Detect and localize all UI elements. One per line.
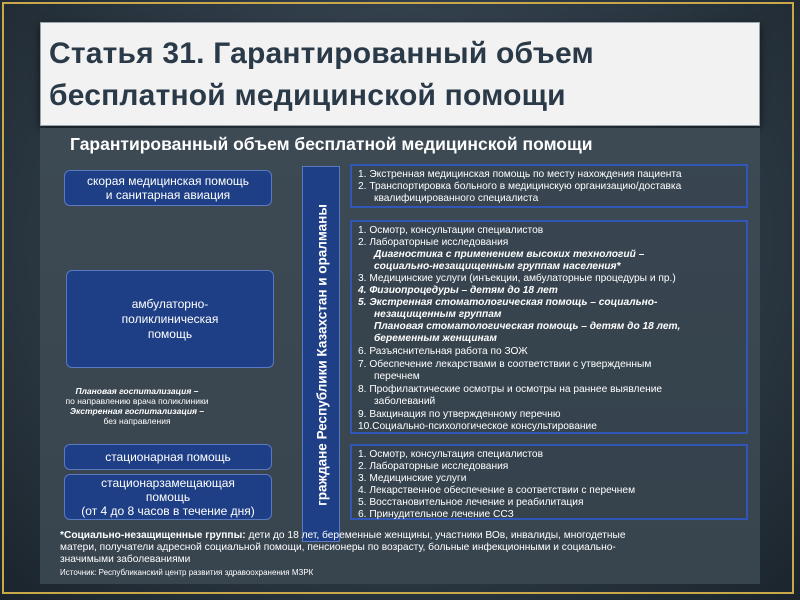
list-item: 4. Лекарственное обеспечение в соответствии с перечнем (358, 485, 636, 496)
citizens-label: граждане Республики Казахстан и оралманы (314, 204, 330, 506)
list-item: 1. Осмотр, консультации специалистов (358, 225, 544, 236)
list-item: квалифицированного специалиста (374, 193, 539, 204)
list-item: социально-незащищенным группам населения* (374, 261, 621, 272)
emergency-hospitalization-label: Экстренная госпитализация – (69, 406, 205, 416)
emergency-hospitalization-desc: без направления (103, 416, 171, 426)
list-item: 2. Лабораторные исследования (358, 461, 509, 472)
emergency-care-label-2: и санитарная авиация (105, 188, 231, 202)
list-item: 2. Транспортировка больного в медицинскую организацию/доставка (358, 181, 682, 192)
list-item: 3. Медицинские услуги (инъекции, амбулаторные процедуры и пр.) (358, 273, 676, 284)
emergency-care-box (64, 170, 272, 206)
emergency-care-label-1: скорая медицинская помощь (86, 174, 250, 188)
list-item: 7. Обеспечение лекарствами в соответствии с утвержденным (358, 359, 652, 370)
outpatient-care-box (66, 270, 274, 368)
list-item: Плановая стоматологическая помощь – детям до 18 лет, (374, 321, 681, 332)
panel-title: Гарантированный объем бесплатной медицинской помощи (70, 134, 593, 154)
outpatient-care-label-2: поликлиническая (121, 311, 219, 326)
daycare-label-3: (от 4 до 8 часов в течение дня) (81, 504, 255, 518)
list-item: 10.Социально-психологическое консультирование (358, 421, 597, 432)
inpatient-care-label: стационарная помощь (105, 450, 231, 464)
outpatient-care-label-3: помощь (147, 326, 193, 341)
list-item: 8. Профилактические осмотры и осмотры на раннее выявление (358, 384, 663, 395)
outpatient-services-list (350, 220, 748, 434)
emergency-services-list (350, 164, 748, 208)
daycare-box (64, 474, 272, 520)
slide-title-line-1: Статья 31. Гарантированный объем (49, 37, 594, 70)
list-item: перечнем (374, 371, 420, 382)
list-item: 1. Осмотр, консультация специалистов (358, 449, 543, 460)
list-item: 5. Восстановительное лечение и реабилитация (358, 497, 584, 508)
daycare-label-2: помощь (145, 490, 191, 504)
list-item: заболеваний (374, 396, 436, 407)
footnote-line-3: значимыми заболеваниями (60, 554, 191, 565)
footnote-line-2: матери, получатели адресной социальной помощи, пенсионеры по возрасту, больные инфекционными и социально- (60, 542, 616, 553)
footnote-label: *Социально-незащищенные группы: (60, 530, 246, 541)
slide-title-line-2: бесплатной медицинской помощи (49, 79, 566, 112)
outpatient-care-label-1: амбулаторно- (131, 296, 209, 311)
daycare-label-1: стационарзамещающая (101, 476, 235, 490)
inpatient-care-box (64, 444, 272, 470)
list-item: 5. Экстренная стоматологическая помощь – социально- (358, 297, 658, 308)
list-item: 2. Лабораторные исследования (358, 237, 509, 248)
inpatient-services-list (350, 444, 748, 520)
list-item: 4. Физиопроцедуры – детям до 18 лет (358, 285, 558, 296)
list-item: 6. Разъяснительная работа по ЗОЖ (358, 346, 528, 357)
planned-hospitalization-label: Плановая госпитализация – (75, 386, 199, 396)
slide-title-box (40, 22, 760, 126)
list-item: 6. Принудительное лечение ССЗ (358, 509, 514, 520)
list-item: 9. Вакцинация по утвержденному перечню (358, 409, 561, 420)
source-note: Источник: Республиканский центр развития здравоохранения МЗРК (60, 568, 314, 577)
list-item: беременным женщинам (374, 333, 497, 344)
list-item: 3. Медицинские услуги (358, 473, 467, 484)
footnote-text-1: дети до 18 лет, беременные женщины, участники ВОв, инвалиды, многодетные (245, 530, 626, 541)
planned-hospitalization-desc: по направлению врача поликлиники (65, 396, 209, 406)
list-item: незащищенным группам (374, 309, 502, 320)
list-item: Диагностика с применением высоких технологий – (374, 249, 645, 260)
citizens-label-box (302, 166, 340, 542)
footnote-line-1 (60, 530, 626, 542)
hospitalization-note (44, 386, 230, 426)
infographic-panel (40, 128, 760, 584)
list-item: 1. Экстренная медицинская помощь по месту нахождения пациента (358, 169, 682, 180)
